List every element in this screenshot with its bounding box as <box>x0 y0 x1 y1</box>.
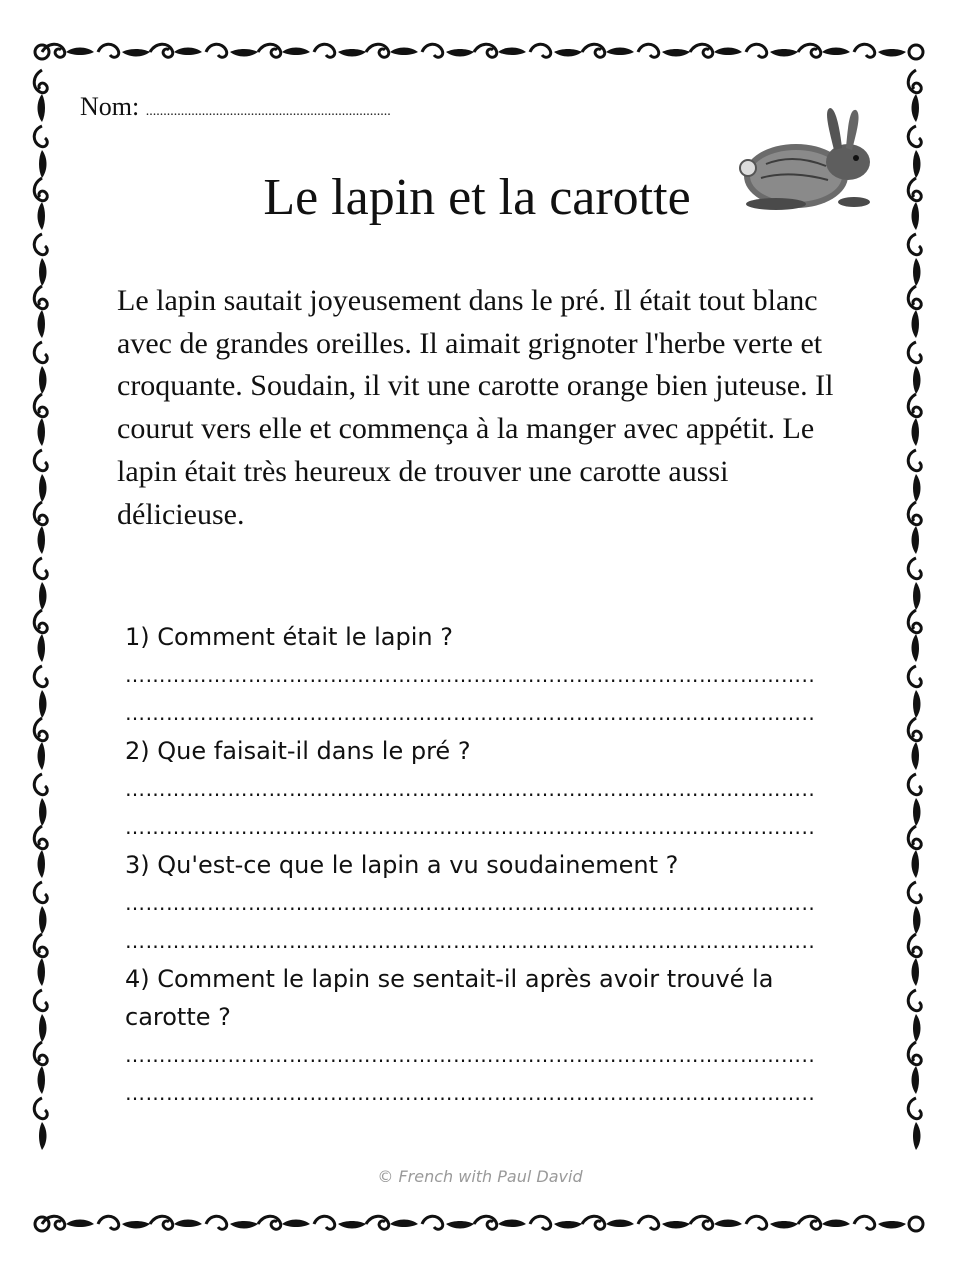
answer-line[interactable]: ……………………………………………………………………………………….. <box>125 663 816 687</box>
worksheet-title: Le lapin et la carotte <box>263 169 691 226</box>
rabbit-illustration <box>736 106 886 218</box>
answer-line[interactable]: ……………………………………………………………………………………….. <box>125 891 816 915</box>
answer-line[interactable]: ……………………………………………………………………………………….. <box>125 1043 816 1067</box>
name-field[interactable] <box>80 92 391 122</box>
question-block-1 <box>125 618 835 732</box>
answer-line[interactable]: ……………………………………………………………………………………….. <box>125 777 816 801</box>
answer-line[interactable]: ……………………………………………………………………………………….. <box>125 815 816 839</box>
question-4: 4) Comment le lapin se sentait-il après avoir trouvé la carotte ? <box>125 965 774 1031</box>
question-2: 2) Que faisait-il dans le pré ? <box>125 737 471 765</box>
answer-line[interactable]: ……………………………………………………………………………………….. <box>125 929 816 953</box>
question-block-2 <box>125 732 835 846</box>
name-dotted-line[interactable]: ...................................................................... <box>145 104 391 119</box>
copyright-notice: © French with Paul David <box>377 1167 583 1186</box>
question-block-4 <box>125 960 835 1112</box>
name-label: Nom: <box>80 92 146 121</box>
question-block-3 <box>125 846 835 960</box>
story-paragraph: Le lapin sautait joyeusement dans le pré. Il était tout blanc avec de grandes oreilles. Il aimait grignoter l'herbe verte et croquante. Soudain, il vit une carotte orange bien juteuse. Il courut vers elle et commença à la manger avec appétit. Le lapin était très heureux de trouver une carotte aussi délicieuse. <box>117 284 834 531</box>
answer-line[interactable]: ……………………………………………………………………………………….. <box>125 701 816 725</box>
questions-section <box>125 618 835 1112</box>
answer-line[interactable]: ……………………………………………………………………………………….. <box>125 1081 816 1105</box>
question-3: 3) Qu'est-ce que le lapin a vu soudainement ? <box>125 851 679 879</box>
question-1: 1) Comment était le lapin ? <box>125 623 453 651</box>
